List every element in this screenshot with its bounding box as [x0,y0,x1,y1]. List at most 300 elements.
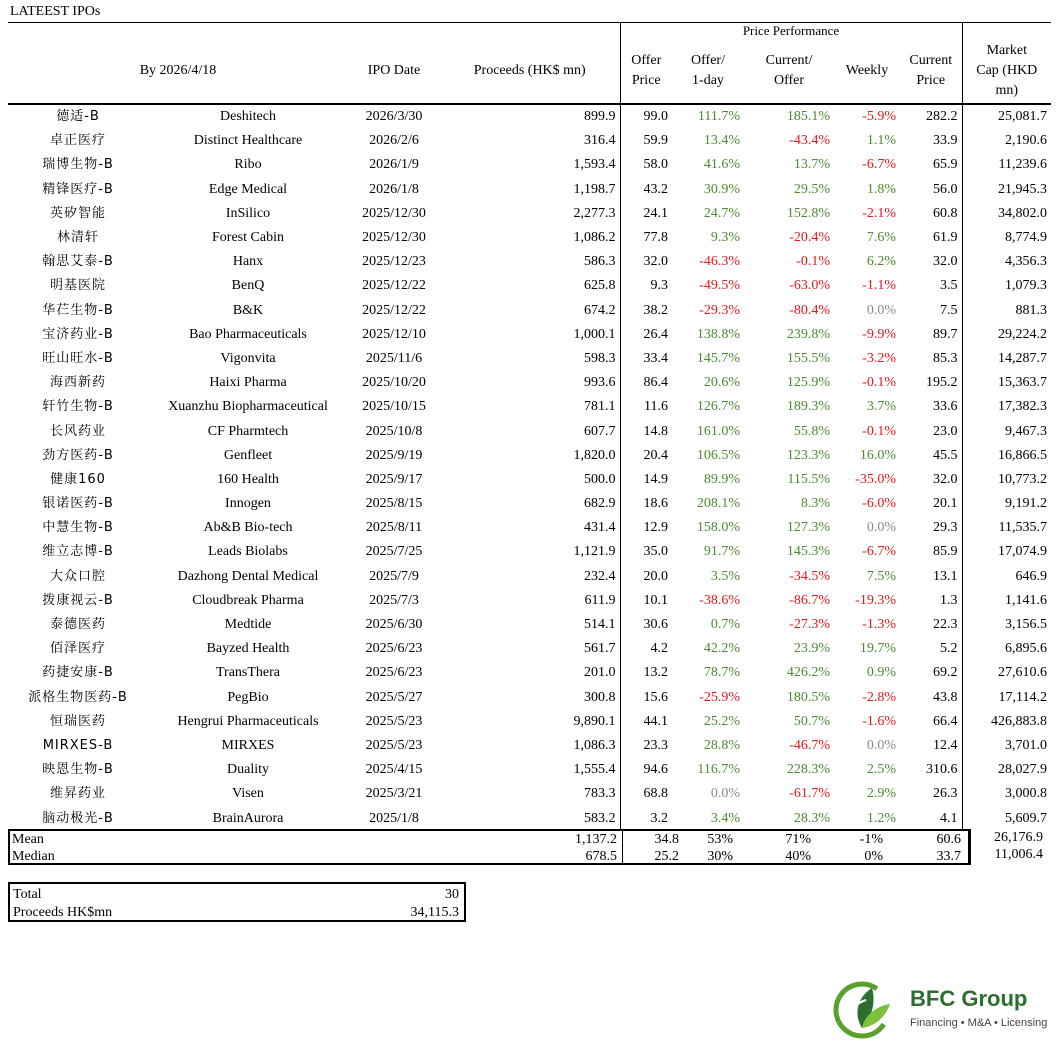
page-title: LATEEST IPOs [10,4,101,19]
offer-1day: 24.7% [703,205,740,221]
offer-price: 11.6 [620,395,672,419]
total-proceeds-value: 34,115.3 [410,905,459,920]
company-en-name: Vigonvita [220,350,276,366]
totals-box [8,882,466,922]
table-row [8,419,1051,443]
company-cn-name: 银诺医药-B [42,496,114,512]
current-offer: 28.3% [793,810,830,826]
market-cap: 14,287.7 [962,347,1051,371]
offer-1day: 28.8% [703,737,740,753]
offer-price: 26.4 [620,323,672,347]
offer-price: 32.0 [620,250,672,274]
total-row [13,886,459,903]
weekly-header: Weekly [845,63,889,78]
proceeds: 1,086.3 [573,737,616,753]
company-en-name: BrainAurora [212,810,284,826]
offer-1day: 161.0% [696,423,740,439]
median-weekly: 0% [864,849,883,864]
current-price: 60.8 [933,205,958,221]
current-offer: -61.7% [789,786,830,802]
company-cn-name: 海西新药 [49,375,106,391]
ipo-date: 2025/10/20 [362,375,426,391]
ipo-date: 2025/8/15 [365,496,423,512]
offer-1day: 91.7% [703,544,740,560]
current-price: 33.6 [933,399,958,415]
current-offer: 8.3% [800,496,830,512]
ipo-date: 2026/2/6 [369,133,419,149]
market-cap: 1,079.3 [962,274,1051,298]
market-cap: 11,535.7 [962,516,1051,540]
current-offer: 127.3% [786,520,830,536]
mean-current-price: 60.6 [936,832,961,847]
current-offer: 185.1% [786,109,830,125]
market-cap: 34,802.0 [962,202,1051,226]
offer-1day: 78.7% [703,665,740,681]
current-offer: 155.5% [786,350,830,366]
ipo-date: 2025/7/3 [369,592,419,608]
current-price: 32.0 [933,254,958,270]
weekly: 19.7% [859,641,896,657]
ipo-date: 2025/10/8 [365,423,423,439]
offer-1day: -46.3% [699,254,740,270]
offer-price: 14.9 [620,468,672,492]
company-cn-name: 德适-B [56,109,100,125]
weekly: -9.9% [862,326,896,342]
current-price: 26.3 [933,786,958,802]
table-row [8,274,1051,298]
company-cn-name: 明基医院 [49,278,106,294]
offer-1day: 208.1% [696,496,740,512]
proceeds: 9,890.1 [573,713,616,729]
proceeds: 781.1 [584,399,616,415]
company-en-name: Forest Cabin [212,230,284,246]
company-en-name: TransThera [215,665,281,681]
weekly: 0.0% [866,302,896,318]
median-current-offer: 40% [785,849,811,864]
weekly: 1.1% [866,133,896,149]
offer-1day: -29.3% [699,302,740,318]
market-cap: 25,081.7 [962,104,1051,129]
median-market-cap: 11,006.4 [994,847,1043,862]
offer-1day: -25.9% [699,689,740,705]
current-price: 23.0 [933,423,958,439]
summary-stats-box [8,829,971,865]
offer-price: 38.2 [620,299,672,323]
current-offer: -86.7% [789,592,830,608]
company-cn-name: 卓正医疗 [49,133,106,149]
total-proceeds-label: Proceeds HK$mn [13,905,113,920]
current-price: 33.9 [933,133,958,149]
offer-price: 77.8 [620,226,672,250]
ipo-date: 2025/8/11 [365,520,423,536]
company-en-name: Hengrui Pharmaceuticals [177,713,319,729]
current-price: 29.3 [933,520,958,536]
company-cn-name: 泰德医药 [49,617,106,633]
ipo-date: 2025/3/21 [365,786,423,802]
company-en-name: Innogen [225,496,271,512]
company-cn-name: 脑动极光-B [42,810,114,826]
weekly: -1.1% [862,278,896,294]
mean-row [10,831,969,848]
weekly: 2.9% [866,786,896,802]
market-cap: 21,945.3 [962,178,1051,202]
company-en-name: Edge Medical [208,181,288,197]
table-row [8,323,1051,347]
proceeds: 316.4 [584,133,616,149]
company-cn-name: 维立志博-B [42,544,114,560]
current-offer: -46.7% [789,737,830,753]
ipo-date: 2025/12/30 [362,205,426,221]
current-price: 13.1 [933,568,958,584]
proceeds: 561.7 [584,641,616,657]
current-price: 310.6 [926,762,958,778]
company-en-name: Cloudbreak Pharma [192,592,304,608]
weekly: 0.0% [866,737,896,753]
company-en-name: Genfleet [223,447,273,463]
current-price: 56.0 [933,181,958,197]
weekly: -0.1% [862,423,896,439]
offer-1day: 126.7% [696,399,740,415]
ipo-date: 2025/7/25 [365,544,423,560]
current-price: 61.9 [933,230,958,246]
offer-price: 18.6 [620,492,672,516]
weekly: -19.3% [855,592,896,608]
market-cap: 29,224.2 [962,323,1051,347]
current-offer: 23.9% [793,641,830,657]
current-offer: 50.7% [793,713,830,729]
median-proceeds: 678.5 [585,849,617,864]
weekly: -35.0% [855,471,896,487]
table-row [8,395,1051,419]
market-cap: 3,156.5 [962,613,1051,637]
company-en-name: Leads Biolabs [208,544,288,560]
company-en-name: Xuanzhu Biopharmaceutical [168,399,328,415]
company-cn-name: 翰思艾泰-B [42,254,114,270]
table-row [8,226,1051,250]
company-en-name: 160 Health [217,471,279,487]
current-offer: -63.0% [789,278,830,294]
ipo-date: 2025/6/23 [365,641,423,657]
company-cn-name: 大众口腔 [49,568,106,584]
company-cn-name: 映恩生物-B [42,762,114,778]
current-price-header: Current Price [909,53,953,88]
current-price: 195.2 [926,375,958,391]
company-en-name: Haixi Pharma [209,375,287,391]
company-en-name: Ribo [234,157,262,173]
company-en-name: PegBio [227,689,269,705]
offer-price: 68.8 [620,782,672,806]
proceeds-header: Proceeds (HK$ mn) [473,63,586,78]
company-cn-name: 拨康视云-B [42,592,114,608]
median-row [10,848,969,865]
current-price: 7.5 [940,302,958,318]
proceeds: 993.6 [584,375,616,391]
company-en-name: Hanx [232,254,264,270]
ipo-table [8,23,1051,831]
current-price: 1.3 [940,592,958,608]
offer-price: 24.1 [620,202,672,226]
ipo-date: 2025/6/30 [365,617,423,633]
company-cn-name: 瑞博生物-B [42,157,114,173]
current-offer: 29.5% [793,181,830,197]
proceeds: 674.2 [584,302,616,318]
offer-price-header: Offer Price [620,39,672,104]
offer-1day: 9.3% [710,230,740,246]
current-offer: 123.3% [786,447,830,463]
offer-1day: 20.6% [703,375,740,391]
current-offer: -0.1% [796,254,830,270]
proceeds: 300.8 [584,689,616,705]
current-price: 12.4 [933,737,958,753]
company-cn-name: 华芢生物-B [42,302,114,318]
company-en-name: Bao Pharmaceuticals [189,326,307,342]
offer-1day: 13.4% [703,133,740,149]
offer-price: 3.2 [620,806,672,830]
proceeds: 598.3 [584,350,616,366]
current-price: 22.3 [933,617,958,633]
current-price: 66.4 [933,713,958,729]
market-cap: 1,141.6 [962,589,1051,613]
current-offer: 145.3% [786,544,830,560]
ipo-date: 2025/5/27 [365,689,423,705]
table-row [8,710,1051,734]
company-cn-name: 佰泽医疗 [49,641,106,657]
current-offer: 228.3% [786,762,830,778]
market-cap: 2,190.6 [962,129,1051,153]
company-en-name: MIRXES [221,737,275,753]
current-price: 3.5 [940,278,958,294]
table-row [8,129,1051,153]
bfc-leaf-icon [832,976,898,1040]
offer-1day: 41.6% [703,157,740,173]
company-cn-name: 旺山旺水-B [42,350,114,366]
offer-price: 35.0 [620,540,672,564]
proceeds: 1,198.7 [573,181,616,197]
total-proceeds-row [13,904,459,921]
weekly: -2.8% [862,689,896,705]
proceeds: 2,277.3 [573,205,616,221]
offer-1day: 30.9% [703,181,740,197]
offer-1day: 145.7% [696,350,740,366]
table-row [8,202,1051,226]
ipo-date: 2025/12/30 [362,230,426,246]
proceeds: 625.8 [584,278,616,294]
ipo-date: 2025/4/15 [365,762,423,778]
company-en-name: Distinct Healthcare [193,133,303,149]
company-cn-name: 宝济药业-B [42,326,114,342]
weekly: 7.6% [866,230,896,246]
weekly: 0.0% [866,520,896,536]
current-offer: 239.8% [786,326,830,342]
weekly: -5.9% [862,109,896,125]
ipo-date: 2025/5/23 [365,737,423,753]
market-cap-header: Market Cap (HKD mn) [962,39,1051,104]
table-row [8,613,1051,637]
market-cap: 4,356.3 [962,250,1051,274]
offer-price: 4.2 [620,637,672,661]
proceeds: 1,820.0 [573,447,616,463]
company-en-name: Dazhong Dental Medical [177,568,319,584]
proceeds: 783.3 [584,786,616,802]
offer-price: 12.9 [620,516,672,540]
market-cap: 11,239.6 [962,153,1051,177]
ipo-date: 2025/12/22 [362,278,426,294]
current-price: 69.2 [933,665,958,681]
offer-price: 30.6 [620,613,672,637]
price-performance-header: Price Performance [620,23,962,39]
table-row [8,492,1051,516]
bfc-logo [832,976,1050,1040]
current-offer: 13.7% [793,157,830,173]
median-current-price: 33.7 [936,849,961,864]
offer-price: 10.1 [620,589,672,613]
market-cap: 881.3 [962,299,1051,323]
weekly: -6.7% [862,157,896,173]
company-en-name: BenQ [231,278,265,294]
proceeds: 514.1 [584,617,616,633]
stats-market-cap [971,829,1051,865]
weekly: 0.9% [866,665,896,681]
market-cap: 426,883.8 [962,710,1051,734]
current-offer: 180.5% [786,689,830,705]
company-cn-name: 派格生物医药-B [28,689,128,705]
proceeds: 586.3 [584,254,616,270]
mean-label: Mean [12,832,44,847]
proceeds: 1,121.9 [573,544,616,560]
table-row [8,104,1051,129]
market-cap: 9,467.3 [962,419,1051,443]
table-row [8,347,1051,371]
table-row [8,153,1051,177]
proceeds: 500.0 [584,471,616,487]
offer-price: 99.0 [620,104,672,129]
current-offer: -20.4% [789,230,830,246]
current-offer: -27.3% [789,617,830,633]
offer-1day: 0.7% [710,617,740,633]
offer-1day: 25.2% [703,713,740,729]
market-cap: 28,027.9 [962,758,1051,782]
company-en-name: Visen [232,786,264,802]
table-row [8,540,1051,564]
company-cn-name: 劲方医药-B [42,447,114,463]
current-offer: 426.2% [786,665,830,681]
market-cap: 17,382.3 [962,395,1051,419]
company-en-name: Medtide [224,617,272,633]
proceeds: 583.2 [584,810,616,826]
mean-1day: 53% [707,832,733,847]
table-row [8,178,1051,202]
table-row [8,589,1051,613]
table-row [8,371,1051,395]
current-price: 85.9 [933,544,958,560]
weekly: 1.8% [866,181,896,197]
market-cap: 3,000.8 [962,782,1051,806]
ipo-date: 2025/12/23 [362,254,426,270]
market-cap: 15,363.7 [962,371,1051,395]
proceeds: 682.9 [584,496,616,512]
offer-1day-header: Offer/ 1-day [691,53,725,88]
offer-price: 20.0 [620,565,672,589]
current-offer: 115.5% [787,471,830,487]
ipo-table-body [8,104,1051,831]
table-row [8,299,1051,323]
table-row [8,565,1051,589]
offer-1day: 42.2% [703,641,740,657]
company-en-name: B&K [232,302,264,318]
offer-price: 20.4 [620,444,672,468]
offer-1day: 3.4% [710,810,740,826]
offer-1day: 138.8% [696,326,740,342]
ipo-date: 2025/12/22 [362,302,426,318]
table-row [8,444,1051,468]
weekly: 16.0% [859,447,896,463]
current-offer: -80.4% [789,302,830,318]
market-cap: 9,191.2 [962,492,1051,516]
company-en-name: Bayzed Health [206,641,290,657]
market-cap: 17,074.9 [962,540,1051,564]
weekly: 3.7% [866,399,896,415]
table-row [8,806,1051,830]
offer-price: 14.8 [620,419,672,443]
current-offer: 55.8% [793,423,830,439]
company-en-name: InSilico [225,205,271,221]
offer-price: 58.0 [620,153,672,177]
offer-price: 86.4 [620,371,672,395]
current-price: 20.1 [933,496,958,512]
proceeds: 201.0 [584,665,616,681]
weekly: -3.2% [862,350,896,366]
mean-market-cap: 26,176.9 [994,830,1043,845]
company-cn-name: 长风药业 [49,423,106,439]
ipo-date: 2025/10/15 [362,399,426,415]
weekly: -1.6% [862,713,896,729]
ipo-date: 2025/11/6 [365,350,423,366]
ipo-date: 2025/1/8 [369,810,419,826]
current-price: 4.1 [940,810,958,826]
ipo-date: 2026/3/30 [365,109,423,125]
ipo-date: 2026/1/8 [369,181,419,197]
table-row [8,758,1051,782]
offer-price: 15.6 [620,686,672,710]
total-value: 30 [445,887,459,902]
company-en-name: Deshitech [220,109,276,125]
weekly: 1.2% [866,810,896,826]
table-row [8,686,1051,710]
company-cn-name: 中慧生物-B [42,520,114,536]
median-label: Median [12,849,55,864]
offer-1day: 158.0% [696,520,740,536]
market-cap: 8,774.9 [962,226,1051,250]
current-offer-header: Current/ Offer [765,53,813,88]
proceeds: 431.4 [584,520,616,536]
mean-weekly: -1% [859,832,883,847]
offer-1day: 0.0% [710,786,740,802]
company-en-name: Ab&B Bio-tech [203,520,293,536]
table-row [8,516,1051,540]
table-row [8,637,1051,661]
table-row [8,250,1051,274]
weekly: 2.5% [866,762,896,778]
market-cap: 646.9 [962,565,1051,589]
weekly: 6.2% [866,254,896,270]
proceeds: 1,593.4 [573,157,616,173]
median-offer: 25.2 [654,849,679,864]
current-price: 5.2 [940,641,958,657]
ipo-date: 2025/12/10 [362,326,426,342]
ipo-date-header: IPO Date [367,63,421,78]
table-row [8,782,1051,806]
current-price: 43.8 [933,689,958,705]
